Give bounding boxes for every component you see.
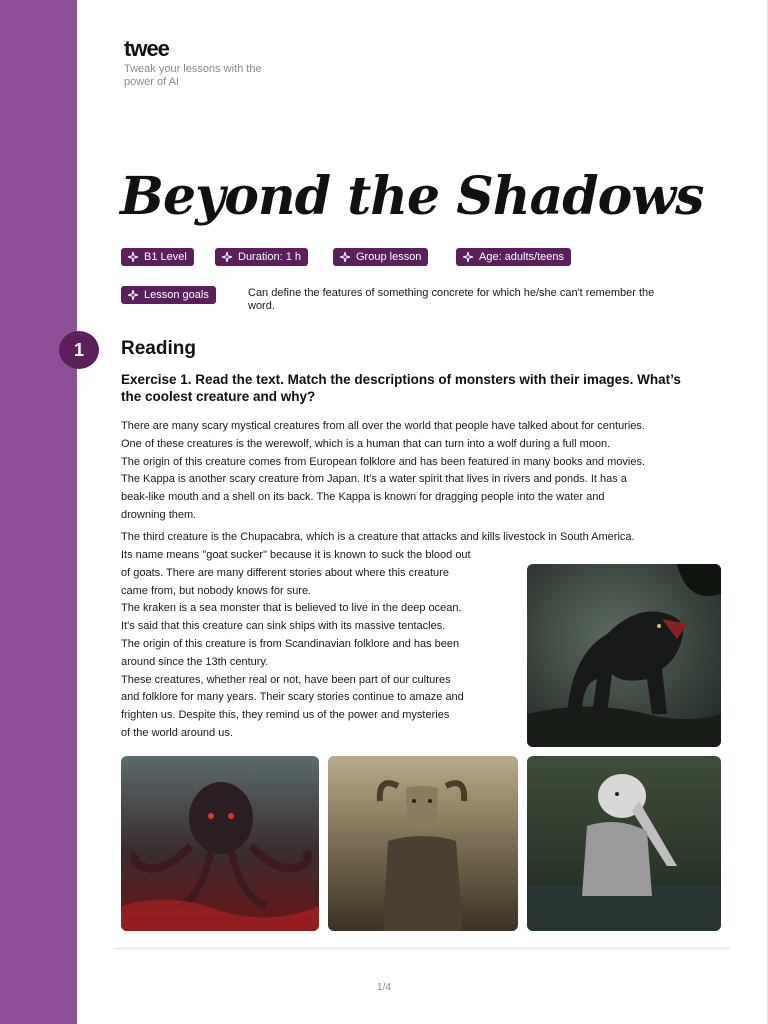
text-line: The origin of this creature comes from European folklore and has been featured in many books and movies. xyxy=(121,455,646,468)
text-line: There are many scary mystical creatures from all over the world that people have talked about for centuries. xyxy=(121,420,645,432)
text-line: One of these creatures is the werewolf, which is a human that can turn into a wolf during a full moon. xyxy=(121,437,611,450)
kappa-image xyxy=(527,756,721,931)
sidebar-stripe xyxy=(0,0,77,1024)
sparkle-icon xyxy=(339,251,351,263)
werewolf-image xyxy=(527,564,721,747)
brand-tagline: Tweak your lessons with the power of AI xyxy=(124,63,262,88)
page-number: 1/4 xyxy=(377,982,391,993)
text-line: The third creature is the Chupacabra, which is a creature that attacks and kills livestock in South America. xyxy=(121,531,635,543)
tag-group xyxy=(333,248,428,266)
tag-label: B1 Level xyxy=(144,251,187,263)
reading-paragraph-1 xyxy=(121,418,721,525)
chupacabra-image xyxy=(328,756,518,931)
sparkle-icon xyxy=(127,251,139,263)
section-title: Reading xyxy=(121,338,196,359)
tag-age xyxy=(456,248,571,266)
exercise-instruction: Exercise 1. Read the text. Match the descriptions of monsters with their images. What’s the coolest creature and why? xyxy=(121,372,681,404)
tag-label: Duration: 1 h xyxy=(238,251,301,263)
text-line: These creatures, whether real or not, have been part of our cultures xyxy=(121,673,451,686)
tag-label: Age: adults/teens xyxy=(479,251,565,263)
text-line: beak-like mouth and a shell on its back. The Kappa is known for dragging people into the water and xyxy=(121,491,605,504)
sparkle-icon xyxy=(221,251,233,263)
kraken-image xyxy=(121,756,319,931)
tag-level xyxy=(121,248,194,266)
section-number: 1 xyxy=(59,331,99,369)
sparkle-icon xyxy=(462,251,474,263)
reading-paragraph-2-first xyxy=(121,529,721,547)
goals-text: Can define the features of something concrete for which he/she can't remember the word. xyxy=(248,287,655,312)
reading-paragraph-2 xyxy=(121,547,521,743)
text-line: around since the 13th century. xyxy=(121,655,269,668)
tag-duration xyxy=(215,248,308,266)
tag-label: Group lesson xyxy=(356,251,422,263)
page-title: Beyond the Shadows xyxy=(120,166,704,227)
text-line: The Kappa is another scary creature from Japan. It's a water spirit that lives in rivers and ponds. It has a xyxy=(121,473,627,486)
goals-label: Lesson goals xyxy=(144,289,209,301)
text-line: and folklore for many years. Their scary stories continue to amaze and xyxy=(121,691,464,704)
text-line: It's said that this creature can sink ships with its massive tentacles. xyxy=(121,620,446,633)
text-line: The origin of this creature is from Scandinavian folklore and has been xyxy=(121,637,460,650)
text-line: of the world around us. xyxy=(121,726,233,739)
text-line: frighten us. Despite this, they remind us of the power and mysteries xyxy=(121,709,450,722)
text-line: Its name means "goat sucker" because it is known to suck the blood out xyxy=(121,549,471,561)
lesson-goals-badge xyxy=(121,286,216,304)
brand-logo: twee xyxy=(124,36,169,61)
text-line: came from, but nobody knows for sure. xyxy=(121,584,312,597)
footer-divider xyxy=(114,948,730,949)
text-line: The kraken is a sea monster that is believed to live in the deep ocean. xyxy=(121,602,462,615)
text-line: drowning them. xyxy=(121,508,197,521)
sparkle-icon xyxy=(127,289,139,301)
text-line: of goats. There are many different stories about where this creature xyxy=(121,566,449,579)
